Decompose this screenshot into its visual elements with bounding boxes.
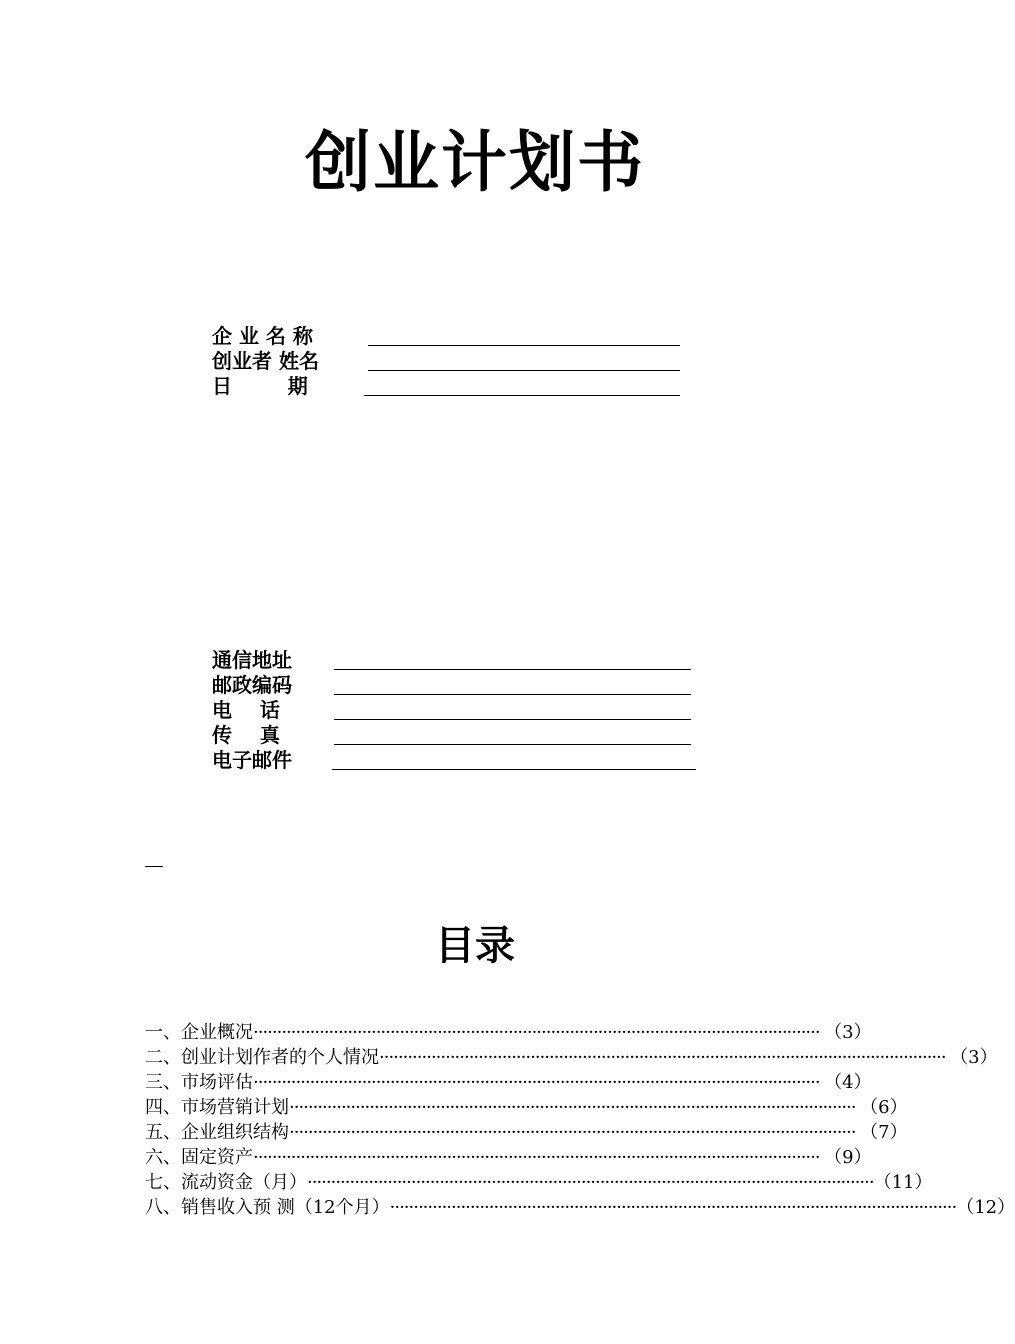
phone-field [212,698,698,723]
address-field [212,648,698,673]
toc-item-page: （9） [824,1147,872,1168]
toc-item-page: （6） [860,1097,908,1118]
toc-item[interactable] [145,1145,872,1170]
postal-code-input-line[interactable] [334,694,691,695]
toc-item-number: 四、 [145,1097,181,1118]
toc-leader-dots: ························································································································ [253,1022,820,1043]
toc-item-label: 企业组织结构 [181,1122,289,1143]
toc-item[interactable] [145,1120,908,1145]
toc-item-number: 六、 [145,1147,181,1168]
toc-leader-dots: ························································································································ [389,1197,957,1218]
postal-code-field [212,673,698,698]
toc-item-label: 固定资产 [181,1147,253,1168]
fax-label: 传 真 [212,723,280,747]
toc-leader-dots: ························································································································ [289,1097,856,1118]
postal-code-label: 邮政编码 [212,673,292,697]
table-of-contents [145,1020,1015,1220]
email-field [212,748,698,773]
toc-leader-dots: ························································································································ [289,1122,856,1143]
address-input-line[interactable] [334,669,691,670]
toc-item-page: （12） [956,1197,1015,1218]
company-name-input-line[interactable] [368,345,680,346]
founder-name-field [212,349,682,374]
toc-item-page: （11） [873,1172,933,1193]
toc-item[interactable] [145,1170,933,1195]
toc-item-page: （7） [860,1122,908,1143]
toc-item[interactable] [145,1070,872,1095]
toc-item-number: 八、 [145,1197,181,1218]
toc-item-label: 市场营销计划 [181,1097,289,1118]
email-label: 电子邮件 [212,748,292,772]
toc-item[interactable] [145,1045,998,1070]
toc-item-number: 一、 [145,1022,181,1043]
document-title: 创业计划书 [305,124,645,201]
date-field [212,374,682,399]
toc-item-page: （3） [950,1047,998,1068]
toc-title: 目录 [435,923,515,969]
toc-item[interactable] [145,1095,908,1120]
toc-leader-dots: ························································································································ [253,1147,820,1168]
founder-name-input-line[interactable] [368,370,680,371]
toc-leader-dots: ························································································································ [253,1072,820,1093]
address-label: 通信地址 [212,648,292,672]
fax-field [212,723,698,748]
toc-item-page: （4） [824,1072,872,1093]
toc-item-number: 七、 [145,1172,181,1193]
toc-leader-dots: ························································································································ [307,1172,874,1193]
toc-item-label: 企业概况 [181,1022,253,1043]
toc-item[interactable] [145,1195,1015,1220]
toc-item[interactable] [145,1020,872,1045]
toc-leader-dots: ························································································································ [379,1047,946,1068]
toc-item-label: 市场评估 [181,1072,253,1093]
date-input-line[interactable] [364,395,680,396]
phone-label: 电 话 [212,698,280,722]
founder-name-label: 创业者 姓名 [212,349,319,373]
toc-item-number: 二、 [145,1047,181,1068]
toc-item-number: 三、 [145,1072,181,1093]
toc-item-label: 流动资金（月） [181,1172,307,1193]
fax-input-line[interactable] [334,744,691,745]
phone-input-line[interactable] [334,719,691,720]
toc-item-number: 五、 [145,1122,181,1143]
company-name-field [212,324,682,349]
toc-item-page: （3） [824,1022,872,1043]
toc-item-label: 销售收入预 测（12个月） [181,1197,390,1218]
toc-item-label: 创业计划作者的个人情况 [181,1047,379,1068]
email-input-line[interactable] [332,769,696,770]
page-break-mark [145,866,163,867]
date-label: 日 期 [212,374,308,398]
company-name-label: 企 业 名 称 [212,324,313,348]
